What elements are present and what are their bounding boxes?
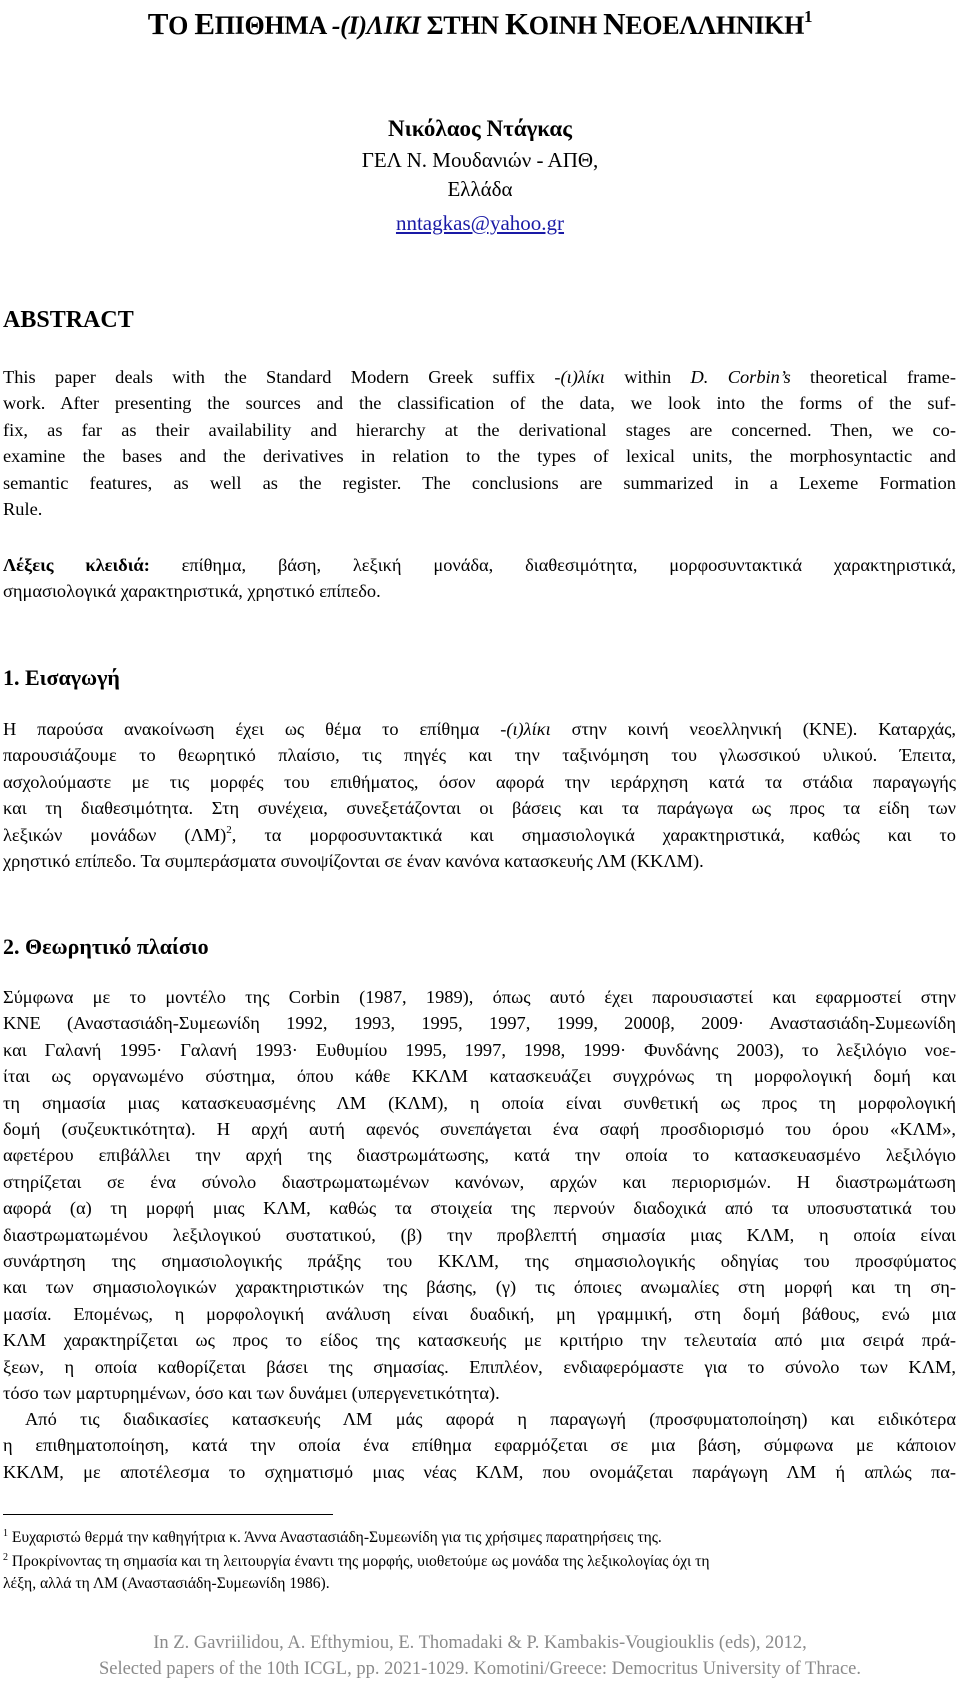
body-line: Σύμφωνα με το μοντέλο της Corbin (1987, 1989), όπως αυτό έχει παρουσιαστεί και εφαρμοστεί στην [3,987,956,1007]
footnote-marker[interactable]: 2 [226,823,232,836]
body-line: αφορά (α) τη μορφή μιας ΚΛΜ, καθώς τα στοιχεία της περνούν διαδοχικά από τα υποσυστατικά του [3,1198,956,1219]
title-part: Τ [147,6,169,41]
footnote-number: 2 [3,1552,8,1563]
body-line: Από τις διαδικασίες κατασκευής ΛΜ μάς αφορά η παραγωγή (προσφυματοποίηση) και ειδικότερα [25,1409,956,1429]
title-part: ΠΙΘΗΜΑ [214,11,326,40]
body-line: και των σημασιολογικών χαρακτηριστικών της βάσης, (γ) τις όποιες ανωμαλίες στη μορφή και τη ση- [3,1277,956,1298]
section-2-paragraph-2 [3,1406,956,1485]
keywords-label: Λέξεις κλειδιά: [3,555,150,575]
text-run: -(ι)λίκι [554,367,605,387]
body-line: ξεων, η οποία καθορίζεται βάσει της σημασίας. Επιπλέον, ενδιαφερόμαστε για το σύνολο των ΚΛΜ, [3,1356,956,1377]
body-line [3,716,956,742]
body-line: τη σημασία μιας κατασκευασμένης ΛΜ (ΚΛΜ), η οποία είναι συνθετική ως προς τη μορφολογική [3,1092,956,1113]
title-suffix: -(Ι)ΛΙΚΙ [331,11,421,40]
body-line: ασχολούμαστε με τις μορφές του επιθήματος, όσον αφορά την ιεράρχηση κατά τα στάδια παραγωγής [3,771,956,792]
keywords-line: σημασιολογικά χαρακτηριστικά, χρηστικό επίπεδο. [3,581,381,602]
footnote-text: Ευχαριστώ θερμά την καθηγήτρια κ. Άννα Αναστασιάδη-Συμεωνίδη για τις χρήσιμες παρατηρήσεις της. [8,1529,662,1546]
abstract-line: fix, as far as their availability and hierarchy at the derivational stages are concerned. Then, we co- [3,419,956,440]
section-2-paragraph-1 [3,984,956,1407]
text-run: στην κοινή νεοελληνική (ΚΝΕ). Καταρχάς, [550,719,956,739]
footnote-line [3,1551,956,1573]
title-part: Ε [194,6,215,41]
section-2-heading: 2. Θεωρητικό πλαίσιο [3,934,209,959]
text-run: λεξικών μονάδων (ΛΜ) [3,824,227,845]
abstract-line: semantic features, as well as the register. The conclusions are summarized in a Lexeme Formation [3,472,956,493]
body-line: τόσο των μαρτυρημένων, όσο και των δυνάμει (υπεργενετικότητα). [3,1383,500,1404]
footnote-number: 1 [3,1528,8,1539]
author-email-link[interactable]: nntagkas@yahoo.gr [395,211,565,235]
body-line: ΚΝΕ (Αναστασιάδη-Συμεωνίδη 1992, 1993, 1995, 1997, 1999, 2000β, 2009· Αναστασιάδη-Συμεωνίδη [3,1013,956,1034]
footnote-line: λέξη, αλλά τη ΛΜ (Αναστασιάδη-Συμεωνίδη 1986). [3,1575,330,1592]
body-line: ΚΚΛΜ, με αποτέλεσμα το σχηματισμό μιας νέας ΚΛΜ, που ονομάζεται παράγωγη ΛΜ ή απλώς πα- [3,1461,956,1482]
keywords-line [3,552,956,578]
text-run: Η παρούσα ανακοίνωση έχει ως θέμα το επίθημα [3,719,501,739]
text-run: within [604,367,691,387]
title-part: ΕΟΕΛΛΗΝΙΚΗ [625,11,804,40]
body-line: και Γαλανή 1995· Γαλανή 1993· Ευθυμίου 1995, 1997, 1998, 1999· Φυνδάνης 2003), το λεξιλόγιο νοε- [3,1039,956,1060]
body-line: διαστρωματωμένου λεξιλογικού συστατικού, (β) την προβλεπτή σημασία μιας ΚΛΜ, η οποία είναι [3,1224,956,1245]
footnote-2 [3,1551,956,1595]
title-part: Ο [168,11,189,40]
section-1-body [3,716,956,874]
body-line: παρουσιάζουμε το θεωρητικό πλαίσιο, τις πηγές και την ταξινόμηση του γλωσσικού υλικού. Έπειτα, [3,745,956,766]
body-line: στηρίζεται σε ένα σύνολο διαστρωματωμένων κανόνων, αρχών και περιορισμών. Η διαστρωμάτωση [3,1171,956,1192]
text-run: theoretical frame- [790,367,956,387]
text-run: D. Corbin’s [690,367,791,387]
footnote-text: Προκρίνοντας τη σημασία και τη λειτουργία έναντι της μορφής, υιοθετούμε ως μονάδα της λεξικολογίας όχι τη [8,1553,710,1570]
section-1-heading: 1. Εισαγωγή [3,665,120,690]
title-footnote-marker[interactable]: 1 [804,7,813,26]
abstract-line: examine the bases and the derivatives in relation to the types of lexical units, the morphosyntactic and [3,446,956,467]
body-line: ΚΛΜ χαρακτηρίζεται ως προς το είδος της κατασκευής με κριτήριο την τελευταία από μια σειρά πρά- [3,1330,956,1351]
abstract-heading: ABSTRACT [3,307,134,333]
abstract-line: work. After presenting the sources and the classification of the data, we look into the forms of the suf- [3,393,956,414]
text-run: , τα μορφοσυντακτικά και σημασιολογικά χαρακτηριστικά, καθώς και το [231,824,956,845]
abstract-line: Rule. [3,499,43,520]
footnote-1 [3,1527,956,1549]
abstract-line [3,364,956,390]
body-line: δομή (συζευκτικότητα). Η αρχή αυτή αφενός συνεπάγεται ένα σαφή προσδιορισμό του όρου «ΚΛΜ», [3,1119,956,1140]
body-line [3,822,956,848]
author-affiliation: ΓΕΛ Ν. Μουδανιών - ΑΠΘ, [361,148,599,172]
title-part: Ν [603,6,626,41]
footnote-line [3,1527,956,1549]
body-line: συνάρτηση της σημασιολογικής πράξης του ΚΚΛΜ, της σημασιολογικής οδηγίας του προσφύματος [3,1251,956,1272]
title-part: ΟΙΝΗ [528,11,597,40]
body-line: χρηστικό επίπεδο. Τα συμπεράσματα συνοψίζονται σε έναν κανόνα κατασκευής ΛΜ (ΚΚΛΜ). [3,851,704,872]
footnote-divider [3,1514,333,1515]
body-line: η επιθηματοποίηση, κατά την οποία ένα επίθημα εφαρμόζεται σε μια βάση, σύμφωνα με κάποιον [3,1435,956,1456]
abstract-body [3,364,956,522]
paper-title [0,6,960,42]
author-country: Ελλάδα [447,177,513,201]
body-line: αφετέρου επιβάλλει την αρχή της διαστρωμάτωσης, κατά την οποία το κατασκευασμένο λεξιλόγιο [3,1145,956,1166]
keywords-text: επίθημα, βάση, λεξική μονάδα, διαθεσιμότητα, μορφοσυντακτικά χαρακτηριστικά, [149,555,957,575]
title-part: ΣΤΗΝ [426,11,499,40]
text-run: This paper deals with the Standard Modern Greek suffix [3,367,555,387]
body-line: μασία. Επομένως, η μορφολογική ανάλυση είναι δυαδική, μη γραμμική, στη δομή βάθους, ενώ μια [3,1303,956,1324]
keywords [3,552,956,605]
footer-citation-line-1: In Z. Gavriilidou, A. Efthymiou, E. Thomadaki & P. Kambakis-Vougiouklis (eds), 2012, [153,1633,807,1653]
body-line: και τη διαθεσιμότητα. Στη συνέχεια, συνεξετάζονται οι βάσεις και τα παράγωγα ως προς τα είδη των [3,798,956,819]
body-line: ίται ως οργανωμένο σύστημα, όπου κάθε ΚΚΛΜ κατασκευάζει συγχρόνως τη μορφολογική δομή και [3,1066,956,1087]
text-run: -(ι)λίκι [500,719,551,739]
title-part: Κ [504,6,529,41]
footer-citation-line-2: Selected papers of the 10th ICGL, pp. 2021-1029. Komotini/Greece: Democritus University of Thrace. [98,1659,862,1679]
author-name: Νικόλαος Ντάγκας [388,116,572,141]
